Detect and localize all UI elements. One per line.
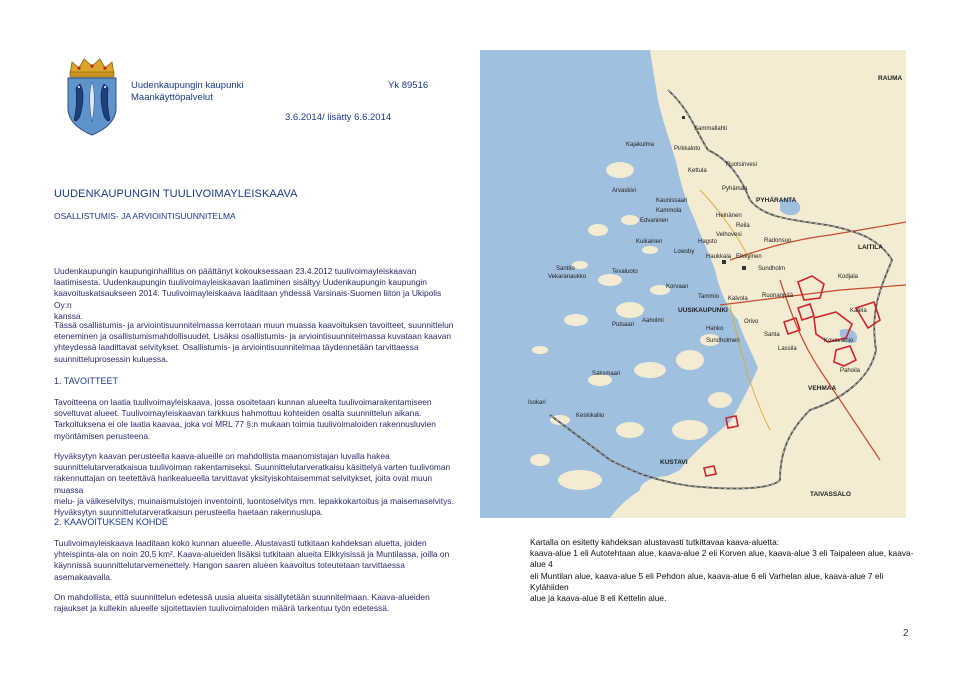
map-label: Haukkala — [706, 254, 732, 260]
map-label: Kalvola — [728, 296, 748, 302]
map-label: Kodjala — [838, 274, 859, 280]
text-line: melu- ja välkeselvitys, muinaismuistojen inventointi, luontoselvitys mm. lepakkokartoitus ja maisemaselvitys. — [54, 495, 454, 506]
org-department: Maankäyttöpalvelut — [131, 92, 213, 103]
section-2-paragraph-1 — [54, 538, 454, 583]
map-caption — [530, 537, 920, 604]
org-name: Uudenkaupungin kaupunki — [131, 80, 244, 91]
caption-line: alue ja kaava-alue 8 eli Kettelin alue. — [530, 593, 667, 604]
text-line: rajaukset ja kullekin alueelle sijoitettavien tuulivoimaloiden määrä tarkentuu työn edetessä. — [54, 603, 390, 614]
text-line: On mahdollista, että suunnittelun edetessä uusia alueita sisällytetään suunnitelmaan. Kaava-alueiden — [54, 592, 430, 602]
map-label: Orivo — [744, 319, 759, 325]
map-label: Sundholm — [758, 266, 786, 272]
map-label: Pirkkaloto — [674, 146, 701, 152]
map-label: Kajakulma — [626, 142, 655, 148]
map-label: Heinänen — [716, 213, 742, 219]
page-number: 2 — [903, 628, 909, 639]
map-label: Arvaskivi — [612, 188, 637, 194]
map-label: Santtio — [556, 266, 575, 272]
map-label: Ruonanpää — [762, 293, 794, 299]
map-label: Elkkyinen — [736, 254, 762, 260]
coat-of-arms-logo — [62, 56, 122, 136]
section-1-paragraph-1 — [54, 397, 454, 442]
map-label: RAUMA — [878, 75, 903, 82]
map-label: PYHÄRANTA — [756, 197, 797, 204]
map-label: Lowsby — [674, 249, 695, 255]
map-label: Kettula — [688, 168, 707, 174]
map-label: Ruotsinvesi — [726, 162, 758, 168]
map-label: Sundholmen — [706, 338, 740, 344]
caption-line: Kartalla on esitetty kahdeksan alustavasti tutkittavaa kaava-aluetta: — [530, 537, 780, 547]
section-2-paragraph-2 — [54, 592, 454, 614]
map-label: TAIVASSALO — [810, 491, 851, 498]
map-label: Tammio — [698, 294, 720, 300]
map-label: VEHMAA — [808, 385, 837, 392]
map-label: Kammola — [656, 208, 682, 214]
map-label: Hagsto — [698, 239, 718, 245]
text-line: Tavoitteena on laatia tuulivoimayleiskaava, jossa osoitetaan kunnan alueelta tuulivoimarakentamiseen — [54, 397, 432, 407]
text-line: Tarkoituksena ei ole laatia kaavaa, joka voi MRL 77 §:n mukaan toimia tuulivoimaloiden rakennusluvien — [54, 419, 436, 430]
document-date: 3.6.2014/ lisätty 6.6.2014 — [285, 112, 392, 123]
map-label: Kalela — [850, 308, 867, 314]
map-label: Keskikallio — [576, 413, 605, 419]
map-label: Reila — [736, 223, 750, 229]
map-label: Edvaninen — [640, 218, 669, 224]
document-subtitle: OSALLISTUMIS- JA ARVIOINTISUUNNITELMA — [54, 211, 236, 221]
map-label: Aaholmi — [642, 318, 664, 324]
text-line: rakennuttajan on teetettävä hankealueella tarvittavat yksityiskohtaisemmat selvitykset, joita ovat muun muassa — [54, 473, 433, 495]
text-line: eteneminen ja osallistumismahdollisuudet. Lisäksi osallistumis- ja arviointisuunnitelmassa kuvataan kaavan — [54, 331, 452, 342]
map-label: Korvaan — [666, 284, 689, 290]
text-line: käynnissä suunnittelutarvemenettely. Hangon saaren alueen kaavoitus toteutetaan tarvittaessa — [54, 560, 405, 571]
map-label: Saksmaari — [592, 371, 621, 377]
map-label: KUSTAVI — [660, 459, 688, 466]
purpose-paragraph — [54, 320, 454, 365]
text-line: Tuulivoimayleiskaava laaditaan koko kunnan alueelle. Alustavasti tutkitaan kahdeksan aluetta, joiden — [54, 538, 427, 548]
map-label: Santa — [764, 332, 780, 338]
caption-line: kaava-alue 1 eli Autotehtaan alue, kaava-alue 2 eli Korven alue, kaava-alue 3 eli Taipaleen alue, kaava-alue 4 — [530, 548, 914, 570]
map-label: Hanko — [706, 326, 724, 332]
caption-line: eli Muntilan alue, kaava-alue 5 eli Pehdon alue, kaava-alue 6 eli Varhelan alue, kaava-alue 7 eli Kylähiiden — [530, 570, 884, 592]
map-label: LAITILA — [858, 244, 883, 251]
text-line: suunnittelutarveratkaisua tuulivoiman rakentamiseksi. Suunnittelutarveratkaisu käsittelyä varten tuulivoman — [54, 462, 451, 473]
document-number: Yk 89516 — [388, 80, 429, 91]
text-line: Hyväksytyn kaavan perusteella kaava-alueille on mahdollista maanomistajan luvalla hakea — [54, 451, 390, 461]
map-label: Tevaluoto — [612, 269, 638, 275]
text-line: suunnitteluprosessin kuluessa. — [54, 353, 169, 364]
text-line: asemakaavalla. — [54, 571, 113, 582]
text-line: yhteispinta-ala on noin 20,5 km². Kaava-alueiden lisäksi tutkitaan alueita Elkkyisissä ja Muntilassa, joilla on — [54, 549, 450, 560]
text-line: kaavoituskatsaukseen 2014. Tuulivoimayleiskaava laaditaan yhdessä Varsinais-Suomen liiton ja Ukipolis Oy:n — [54, 288, 442, 310]
text-line: Uudenkaupungin kaupunginhallitus on päättänyt kokouksessaan 23.4.2012 tuulivoimayleiskaavan — [54, 266, 417, 276]
map-label: Kuikainen — [636, 239, 663, 245]
text-line: laatimisesta. Uudenkaupungin tuulivoimayleiskaavan laatiminen sisältyy Uudenkaupungin kaupungin — [54, 277, 427, 288]
section-2-heading: 2. KAAVOITUKSEN KOHDE — [54, 517, 168, 527]
map-label: Putsaari — [612, 322, 635, 328]
document-title: UUDENKAUPUNGIN TUULIVOIMAYLEISKAAVA — [54, 188, 298, 200]
map-label: Sammallahti — [694, 126, 728, 132]
text-line: yhteydessä laadittavat selvitykset. Osallistumis- ja arviointisuunnitelmaa täydennetään tarvittaessa — [54, 342, 419, 353]
map-label: Pahoila — [840, 368, 861, 374]
map-label: UUSIKAUPUNKI — [678, 307, 728, 314]
text-line: kanssa. — [54, 310, 83, 321]
map-label: Lassila — [778, 346, 797, 352]
map-label: Isokari — [528, 400, 546, 406]
text-line: Tässä osallistumis- ja arviointisuunnitelmassa kerrotaan muun muassa kaavoituksen tavoitteet, suunnittelun — [54, 320, 454, 330]
map-label: Vekaranaukko — [548, 274, 587, 280]
section-1-heading: 1. TAVOITTEET — [54, 376, 119, 386]
intro-paragraph — [54, 266, 454, 322]
text-line: Hyväksytyn suunnittelutarveratkaisun perusteella haetaan rakennuslupa. — [54, 507, 324, 518]
text-line: soveltuvat alueet. Tuulivoimayleiskaavan tarkkuus hahmottuu kohteiden osalta suunnittelun aikana. — [54, 408, 422, 419]
text-line: myöntämisen perusteena. — [54, 430, 151, 441]
map-label: Kaunissaari — [656, 198, 688, 204]
map-label: Velhovesi — [716, 232, 742, 238]
section-1-paragraph-2 — [54, 451, 454, 518]
map-label: Radonsuo — [764, 238, 792, 244]
area-map — [480, 50, 906, 518]
map-label: Pyhämaa — [722, 186, 748, 192]
map-label: Kovavainio — [824, 338, 854, 344]
